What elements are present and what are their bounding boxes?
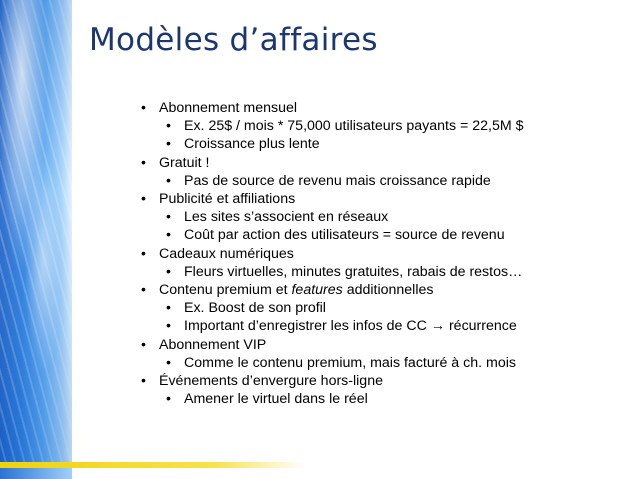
sub-bullet-item: • Ex. Boost de son profil: [0, 299, 638, 317]
sub-bullet-item: • Amener le virtuel dans le réel: [0, 390, 638, 408]
sub-bullet-item: • Comme le contenu premium, mais facturé à ch. mois: [0, 354, 638, 372]
bullet-item: • Abonnement mensuel: [0, 99, 638, 117]
sub-bullet-item: • Croissance plus lente: [0, 135, 638, 153]
bullet-item: • Événements d’envergure hors-ligne: [0, 372, 638, 390]
bullet-item: • Cadeaux numériques: [0, 245, 638, 263]
bullet-item: • Abonnement VIP: [0, 336, 638, 354]
sub-bullet-item: • Coût par action des utilisateurs = source de revenu: [0, 226, 638, 244]
sub-bullet-item: • Pas de source de revenu mais croissance rapide: [0, 172, 638, 190]
bullet-item: • Gratuit !: [0, 154, 638, 172]
bullet-item: • Publicité et affiliations: [0, 190, 638, 208]
sub-bullet-item: • Ex. 25$ / mois * 75,000 utilisateurs payants = 22,5M $: [0, 117, 638, 135]
decorative-band-foot: [0, 468, 72, 479]
right-arrow-icon: →: [430, 318, 446, 335]
sub-bullet-item: • Fleurs virtuelles, minutes gratuites, rabais de restos…: [0, 263, 638, 281]
bullet-list: [0, 99, 638, 408]
sub-bullet-item: • Les sites s’associent en réseaux: [0, 208, 638, 226]
slide-title: Modèles d’affaires: [89, 22, 378, 58]
sub-bullet-item: • Important d’enregistrer les infos de CC → récurrence: [0, 317, 638, 335]
bullet-item: • Contenu premium et features additionnelles: [0, 281, 638, 299]
